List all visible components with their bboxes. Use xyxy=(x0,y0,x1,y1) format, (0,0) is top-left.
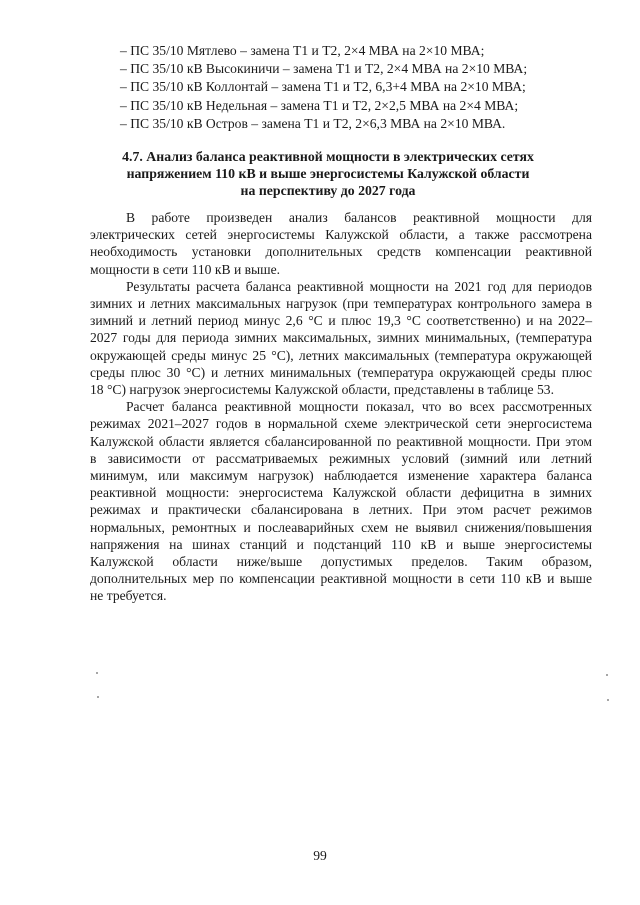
scan-speck xyxy=(96,672,98,674)
list-item: – ПС 35/10 кВ Недельная – замена Т1 и Т2, 2×2,5 МВА на 2×4 МВА; xyxy=(120,97,519,113)
text-line: минимум, или максимум нагрузок) наблюдается изменение характера баланса xyxy=(90,468,592,484)
text-line: режимах 2021–2027 годов в нормальной схеме электрической сети энергосистема xyxy=(90,416,592,432)
list-item: – ПС 35/10 кВ Остров – замена Т1 и Т2, 2×6,3 МВА на 2×10 МВА. xyxy=(120,115,506,131)
text-line: в зависимости от рассматриваемых режимных условий (зимний или летний xyxy=(90,450,592,466)
text-line: зимний и летний период минус 2,6 °C и плюс 19,3 °C соответственно) и на 2022– xyxy=(90,313,592,329)
page-number: 99 xyxy=(313,848,327,863)
text-line: мощности в сети 110 кВ и выше. xyxy=(90,261,281,277)
text-line: дополнительных мер по компенсации реактивной мощности в сети 110 кВ и выше xyxy=(90,571,592,587)
text-line: среды плюс 30 °C) и летних минимальных (температура окружающей среды плюс xyxy=(90,364,592,380)
list-item: – ПС 35/10 кВ Высокиничи – замена Т1 и Т2, 2×4 МВА на 2×10 МВА; xyxy=(120,61,528,77)
scan-speck xyxy=(606,674,608,676)
text-line: 18 °C) нагрузок энергосистемы Калужской области, представлены в таблице 53. xyxy=(90,382,554,398)
text-line: Расчет баланса реактивной мощности показал, что во всех рассмотренных xyxy=(126,399,592,415)
scan-speck xyxy=(97,696,99,698)
text-line: 2027 годы для периода зимних максимальных, зимних минимальных, (температура xyxy=(90,330,592,346)
paragraph-conclusion xyxy=(90,398,592,604)
text-line: Результаты расчета баланса реактивной мощности на 2021 год для периодов xyxy=(126,278,592,294)
paragraph-intro xyxy=(90,209,592,278)
text-line: не требуется. xyxy=(90,588,167,604)
text-line: В работе произведен анализ балансов реактивной мощности для xyxy=(126,210,592,225)
section-heading xyxy=(96,149,560,199)
text-line: нормальных, ремонтных и послеаварийных схем не выявил снижения/повышения xyxy=(90,519,592,535)
paragraph-results xyxy=(90,278,592,398)
text-line: необходимость установки дополнительных средств компенсации реактивной xyxy=(90,244,592,260)
section-body xyxy=(90,209,592,605)
section-heading-line: на перспективу до 2027 года xyxy=(240,182,416,198)
text-line: зимних и летних максимальных нагрузок (при температурах контрольного замера в xyxy=(90,296,592,312)
text-line: окружающей среды минус 25 °C), летних максимальных (температура окружающей xyxy=(90,347,592,363)
list-item: – ПС 35/10 Мятлево – замена Т1 и Т2, 2×4 МВА на 2×10 МВА; xyxy=(120,43,485,58)
text-line: напряжения на шинах станций и подстанций 110 кВ и выше энергосистемы xyxy=(90,536,592,552)
text-line: электрических сетей энергосистемы Калужской области, а также рассмотрена xyxy=(90,227,592,243)
section-heading-line: напряжением 110 кВ и выше энергосистемы Калужской области xyxy=(126,165,530,181)
text-line: Калужской области является сбалансированной по реактивной мощности. При этом xyxy=(90,433,592,449)
text-line: Калужской области ниже/выше допустимых пределов. Таким образом, xyxy=(90,554,592,570)
text-line: режимах и практически сбалансирована в летних. При этом расчет режимов xyxy=(90,502,592,518)
list-item: – ПС 35/10 кВ Коллонтай – замена Т1 и Т2, 6,3+4 МВА на 2×10 МВА; xyxy=(120,79,526,95)
text-line: реактивной мощности: энергосистема Калужской области дефицитна в зимних xyxy=(90,485,592,501)
section-heading-line: 4.7. Анализ баланса реактивной мощности в электрических сетях xyxy=(122,149,534,164)
substation-replacement-list xyxy=(120,42,600,133)
scan-speck xyxy=(607,699,609,701)
